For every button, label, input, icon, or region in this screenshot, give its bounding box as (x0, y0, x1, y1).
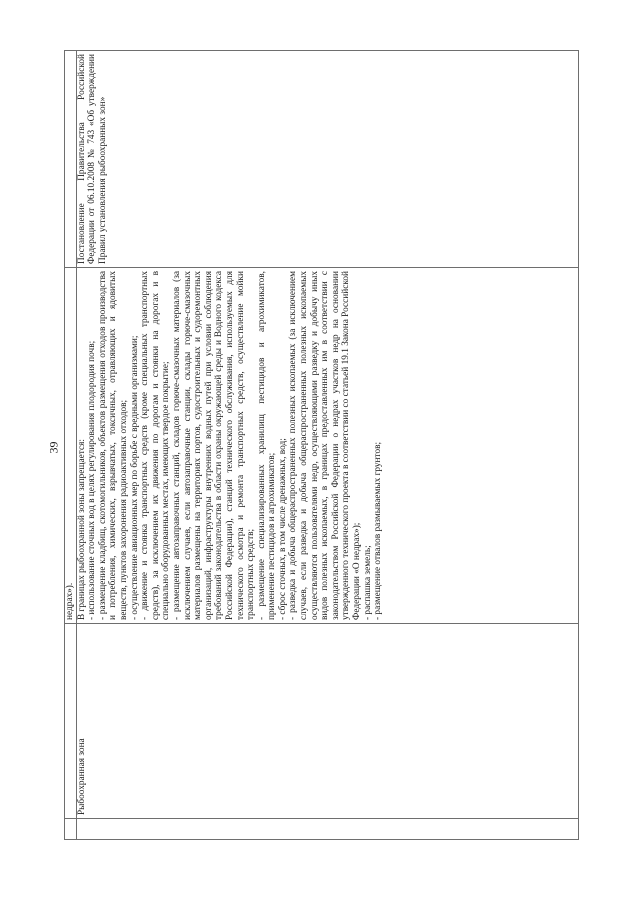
restriction-item: - размещение специализированных хранилищ пестицидов и агрохимикатов, применение пестицидов и агрохимикатов; (256, 271, 278, 620)
restriction-item: - разведка и добыча общераспространенных полезных ископаемых (за исключением случаев, если разведка и добыча общераспространенных полезных ископаемых осуществляются пользователями недр, осуществляющими разведку и добычу иных видов полезных ископаемых, в границах предоставленных им в соответствии с законодательством Российской Федерации о недрах участков недр на основании утвержденного технического проекта в соответствии со статьей 19.1 Закона Российской Федерации «О недрах»); (288, 271, 363, 620)
restriction-item: - размещение автозаправочных станций, складов горюче-смазочных материалов (за исключением случаев, если автозаправочные станции, склады горюче-смазочных материалов размещены на территориях портов, судостроительных и судоремонтных организаций, инфраструктуры внутренних водных путей при условии соблюдения требований законодательства в области охраны окружающей среды и Водного кодекса Российской Федерации), станций технического обслуживания, используемых для технического осмотра и ремонта транспортных средств, осуществление мойки транспортных средств; (171, 271, 257, 620)
index-cell (76, 819, 578, 840)
restriction-item: - сброс сточных, в том числе дренажных, вод; (277, 438, 288, 620)
restriction-item: - движение и стоянка транспортных средств (кроме специальных транспортных средств), за исключением их движения по дорогам и стоянки на дорогах и в специально оборудованных местах, имеющих твердое покрытие; (140, 271, 172, 620)
basis-cell-empty (65, 51, 77, 268)
restriction-item: - осуществление авиационных мер по борьбе с вредными организмами; (129, 335, 140, 620)
index-cell (65, 819, 77, 840)
restriction-item: - размещение отвалов размываемых грунтов; (373, 441, 384, 620)
table-row-continued (65, 51, 77, 840)
zone-cell-empty (65, 624, 77, 819)
restriction-item: - размещение кладбищ, скотомогильников, объектов размещения отходов производства и потребления, химических, взрывчатых, токсичных, отравляющих и ядовитых веществ, пунктов захоронения радиоактивных отходов; (97, 271, 129, 620)
restriction-item: - использование сточных вод в целях регулирования плодородия почв; (87, 340, 98, 620)
restriction-item: В границах рыбоохранной зоны запрещается: (76, 439, 87, 620)
continued-text-cell: недрах»). (65, 268, 77, 624)
restrictions-list (77, 271, 384, 620)
restrictions-cell (76, 268, 578, 624)
restriction-item: - распашка земель; (362, 545, 373, 620)
table-row (76, 51, 578, 840)
legal-basis-cell: Постановление Правительства Российской Федерации от 06.10.2008 № 743 «Об утверждении Правил установления рыбоохранных зон» (76, 51, 578, 268)
rotated-table-container (64, 50, 579, 840)
zones-table (64, 50, 579, 840)
page-number: 39 (46, 441, 61, 454)
zone-name-cell: Рыбоохранная зона (76, 624, 578, 819)
